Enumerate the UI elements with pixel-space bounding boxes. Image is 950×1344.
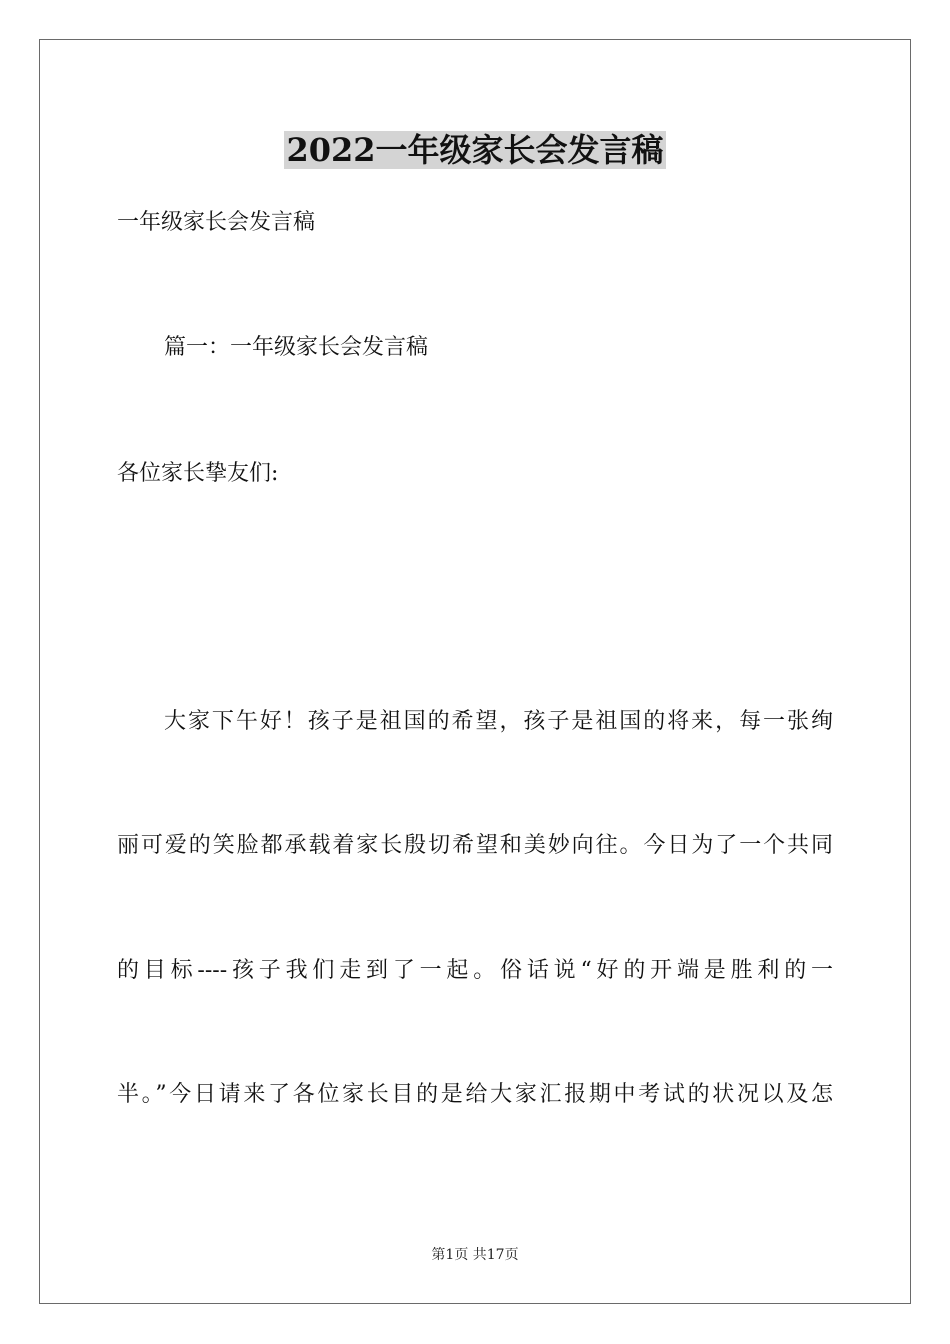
body-line: 的目标----孩子我们走到了一起。俗话说“好的开端是胜利的一 [117,958,833,983]
section-heading: 篇一：一年级家长会发言稿 [164,335,429,360]
page-number-footer: 第1页 共17页 [431,1247,519,1263]
body-line: 丽可爱的笑脸都承载着家长殷切希望和美妙向往。今日为了一个共同 [117,833,833,858]
document-subtitle: 一年级家长会发言稿 [117,210,316,235]
salutation: 各位家长挚友们: [117,461,279,486]
body-line: 大家下午好！孩子是祖国的希望，孩子是祖国的将来，每一张绚 [164,709,833,734]
body-line: 半。”今日请来了各位家长目的是给大家汇报期中考试的状况以及怎 [117,1082,833,1107]
document-title [0,126,950,174]
document-title-text: 2022一年级家长会发言稿 [286,131,664,169]
